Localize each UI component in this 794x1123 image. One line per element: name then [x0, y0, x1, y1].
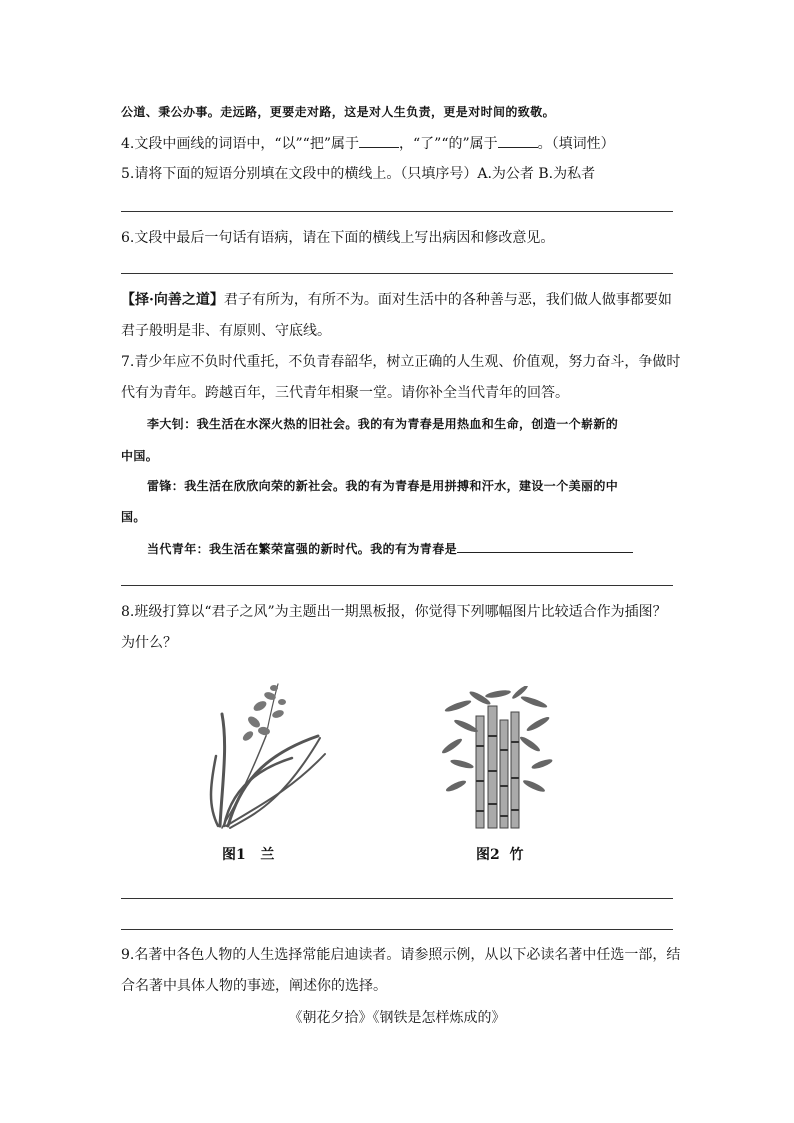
section-intro-line — [121, 290, 673, 310]
li-dazhao-answer-line-2: 中国。 — [121, 449, 159, 463]
question-9-line-1: 9.名著中各色人物的人生选择常能启迪读者。请参照示例，从以下必读名著中任选一部，结 — [121, 947, 681, 963]
question-7-line-2: 代有为青年。跨越百年，三代青年相聚一堂。请你补全当代青年的回答。 — [121, 385, 569, 401]
orchid-illustration — [200, 676, 330, 838]
lei-feng-answer-line-1: 雷锋：我生活在欣欣向荣的新社会。我的有为青春是用拼搏和汗水，建设一个美丽的中 — [147, 479, 619, 493]
answer-line[interactable] — [121, 273, 673, 274]
contemporary-youth-line — [147, 538, 673, 559]
lei-feng-answer-line-2: 国。 — [121, 510, 146, 524]
figure-1-caption: 图1 兰 — [222, 847, 275, 863]
section-heading: 【择·向善之道】 — [121, 292, 224, 308]
question-9-line-2: 合名著中具体人物的事迹，阐述你的选择。 — [121, 978, 387, 994]
bamboo-illustration — [438, 686, 556, 834]
question-6: 6.文段中最后一句话有语病，请在下面的横线上写出病因和修改意见。 — [121, 230, 555, 246]
question-8-line-2: 为什么？ — [121, 635, 177, 651]
contemporary-youth-prompt: 当代青年：我生活在繁荣富强的新时代。我的有为青春是 — [147, 542, 458, 556]
question-8-line-1: 8.班级打算以“君子之风”为主题出一期黑板报，你觉得下列哪幅图片比较适合作为插图？ — [121, 604, 667, 620]
answer-line[interactable] — [121, 929, 673, 930]
section-intro-line-2: 君子般明是非、有原则、守底线。 — [121, 323, 331, 339]
answer-blank-2[interactable] — [498, 133, 538, 148]
question-4-mid: ，“了”“的”属于 — [399, 136, 498, 152]
question-7-line-1: 7.青少年应不负时代重托，不负青春韶华，树立正确的人生观、价值观，努力奋斗，争做时 — [121, 354, 681, 370]
answer-blank-youth[interactable] — [457, 538, 633, 553]
answer-blank-1[interactable] — [359, 133, 399, 148]
question-5: 5.请将下面的短语分别填在文段中的横线上。（只填序号）A.为公者 B.为私者 — [121, 166, 596, 182]
figure-2-caption: 图2 竹 — [476, 847, 524, 863]
answer-line[interactable] — [121, 585, 673, 586]
answer-line[interactable] — [121, 898, 673, 899]
question-4-prefix: 4.文段中画线的词语中，“以”“把”属于 — [121, 136, 359, 152]
section-text: 君子有所为，有所不为。面对生活中的各种善与恶，我们做人做事都要如 — [223, 292, 672, 308]
intro-text-line: 公道、秉公办事。走远路，更要走对路，这是对人生负责，更是对时间的致敬。 — [121, 105, 556, 119]
answer-line[interactable] — [121, 211, 673, 212]
li-dazhao-answer-line-1: 李大钊：我生活在水深火热的旧社会。我的有为青春是用热血和生命，创造一个崭新的 — [147, 417, 619, 431]
question-4-suffix: 。（填词性） — [537, 136, 615, 152]
question-4 — [121, 133, 673, 154]
book-list: 《朝花夕拾》《钢铁是怎样炼成的》 — [288, 1010, 506, 1026]
